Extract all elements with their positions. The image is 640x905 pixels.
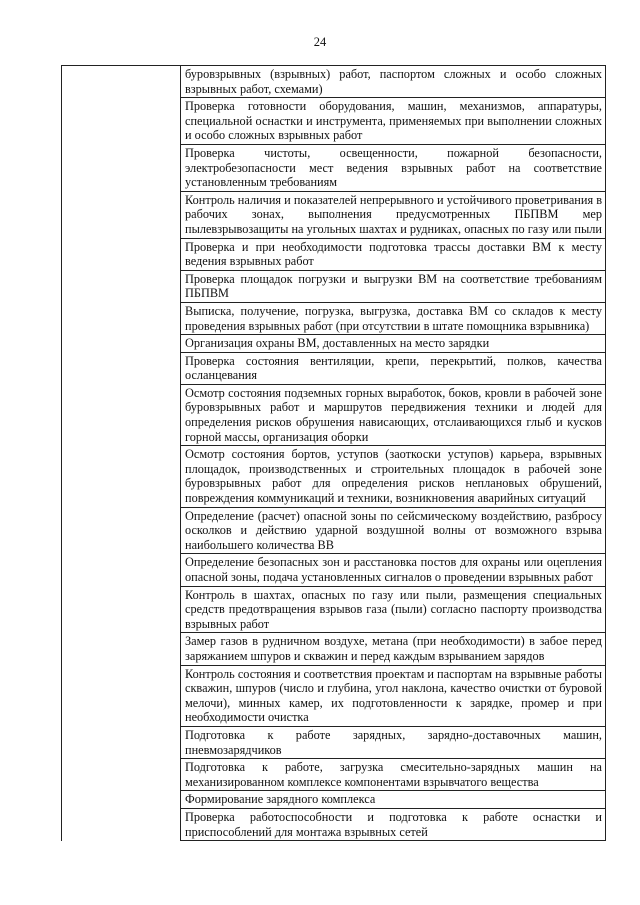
table-row: Подготовка к работе зарядных, зарядно-доставочных машин, пневмозарядчиков [181,727,605,759]
table-row: Осмотр состояния подземных горных выработок, боков, кровли в рабочей зоне буровзрывных работ и маршрутов передвижения техники и людей для определения рисков обрушения нависающих, отслаивающихся глыб и кусков горной массы, организация оборки [181,385,605,446]
table-row: буровзрывных (взрывных) работ, паспортом сложных и особо сложных взрывных работ, схемами) [181,66,605,98]
table-left-column [62,66,181,841]
table-row: Проверка готовности оборудования, машин, механизмов, аппаратуры, специальной оснастки и инструмента, применяемых при выполнении сложных и особо сложных взрывных работ [181,98,605,145]
table-row: Контроль наличия и показателей непрерывного и устойчивого проветривания в рабочих зонах, выполнения предусмотренных ПБПВМ мер пылевзрывозащиты на угольных шахтах и рудниках, опасных по газу или пыли [181,192,605,239]
page-number: 24 [313,35,327,49]
table-row: Проверка площадок погрузки и выгрузки ВМ на соответствие требованиям ПБПВМ [181,271,605,303]
table-row: Выписка, получение, погрузка, выгрузка, доставка ВМ со складов к месту проведения взрывных работ (при отсутствии в штате помощника взрывника) [181,303,605,335]
table-row: Замер газов в рудничном воздухе, метана (при необходимости) в забое перед заряжанием шпуров и скважин и перед каждым взрыванием зарядов [181,633,605,665]
table-row: Формирование зарядного комплекса [181,791,605,809]
table-row: Осмотр состояния бортов, уступов (заоткоски уступов) карьера, взрывных площадок, производственных и строительных площадок в рабочей зоне буровзрывных работ для определения рисков неплановых обрушений, повреждения коммуникаций и техники, возникновения аварийных ситуаций [181,446,605,507]
labor-functions-table [61,65,606,841]
table-row: Проверка чистоты, освещенности, пожарной безопасности, электробезопасности мест ведения взрывных работ на соответствие установленным требованиям [181,145,605,192]
table-actions-column [181,66,605,841]
table-row: Контроль состояния и соответствия проектам и паспортам на взрывные работы скважин, шпуров (число и глубина, угол наклона, качество очистки от буровой мелочи), минных камер, их подготовленности к зарядке, промер и при необходимости очистка [181,666,605,727]
table-row: Определение (расчет) опасной зоны по сейсмическому воздействию, разбросу осколков и действию ударной воздушной волны от возможного взрыва наибольшего количества ВВ [181,508,605,555]
table-row: Проверка и при необходимости подготовка трассы доставки ВМ к месту ведения взрывных работ [181,239,605,271]
table-row: Контроль в шахтах, опасных по газу или пыли, размещения специальных средств предотвращения взрывов газа (пыли) согласно паспорту производства взрывных работ [181,587,605,634]
table-row: Определение безопасных зон и расстановка постов для охраны или оцепления опасной зоны, подача установленных сигналов о проведении взрывных работ [181,554,605,586]
table-row: Организация охраны ВМ, доставленных на место зарядки [181,335,605,353]
table-row: Проверка работоспособности и подготовка к работе оснастки и приспособлений для монтажа взрывных сетей [181,809,605,841]
table-row: Проверка состояния вентиляции, крепи, перекрытий, полков, качества осланцевания [181,353,605,385]
table-row: Подготовка к работе, загрузка смесительно-зарядных машин на механизированном комплексе компонентами взрывчатого вещества [181,759,605,791]
